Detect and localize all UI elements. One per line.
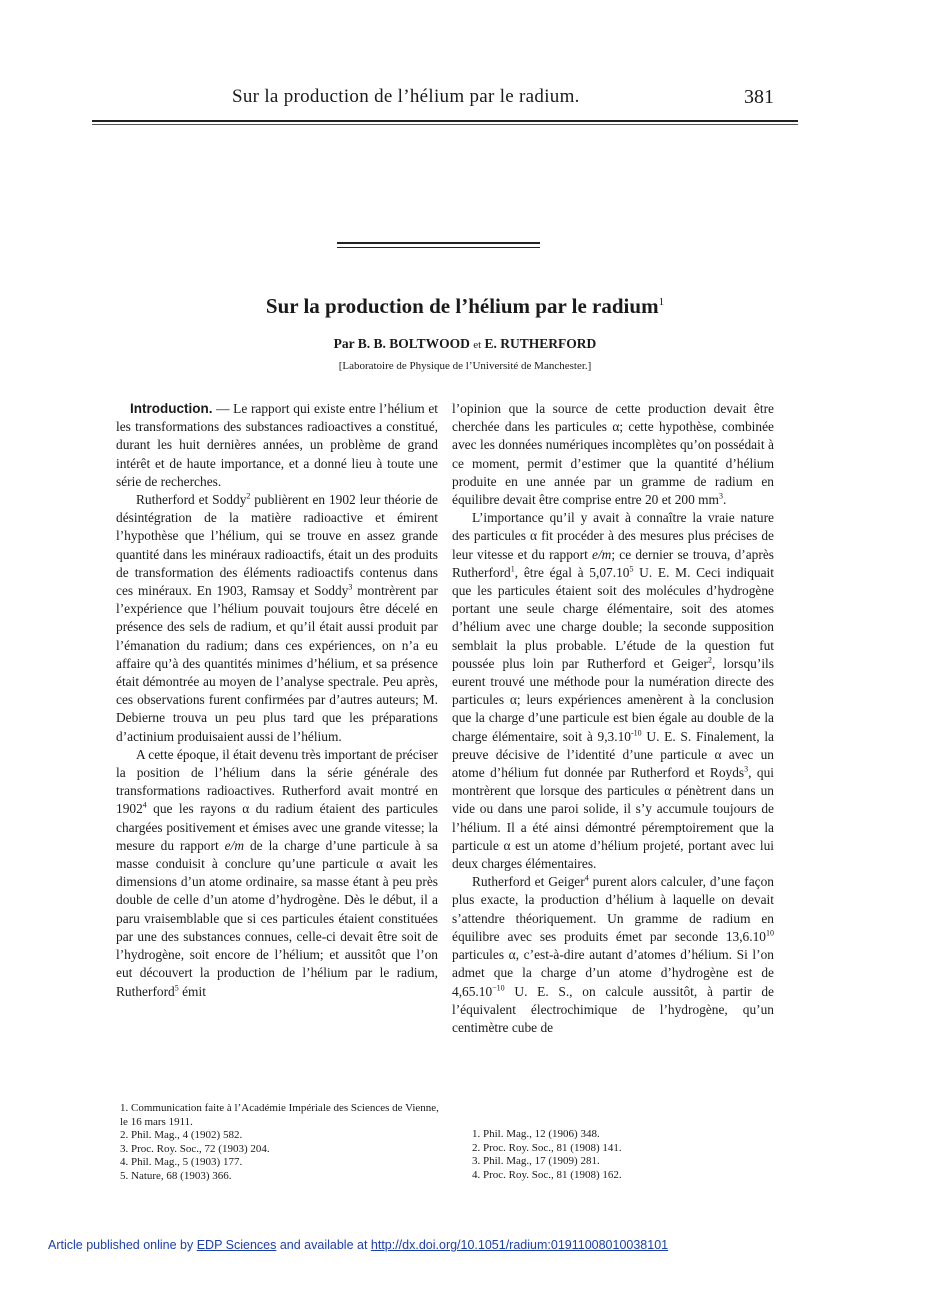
ornament-rule-bottom [337,247,540,248]
doi-link[interactable]: http://dx.doi.org/10.1051/radium:01911008010038101 [370,1238,669,1252]
paragraph-2: Rutherford et Soddy$^2$ publièrent en 1902 leur théorie de désintégration de la matière radioactive et émirent l’hypothèse que l’hélium, qui se trouve en assez grande quantité dans les minéraux radioactifs, était un des produits de transformation des éléments radioactifs contenus dans ces minéraux. En 1903, Ramsay et Soddy$^3$ montrèrent par l’expérience que l’hélium pouvait toujours être décelé en présence des sels de radium, et qu’il était aussi produit par l’émanation du radium; dans ces expériences, on n’a eu affaire qu’à des quantités minimes d’hélium, et sa présence était démontrée au moyen de l’analyse spectrale. Peu après, ces observations furent confirmées par d’autres auteurs; M. Debierne trouva un peu plus tard que les préparations d’actinium produisaient aussi de l’hélium. [116,491,438,744]
paragraph-5: Rutherford et Geiger$^4$ purent alors calculer, d’une façon plus exacte, la production d’hélium à laquelle on devait s’attendre théoriquement. Un gramme de radium en équilibre avec ses produits émet par seconde 13,6.10$^{10}$ particules α, c’est-à-dire autant d’atomes d’hélium. Si l’on admet que la charge d’un atome d’hydrogène est de 4,65.10$^{-10}$ U. E. S., on calcule aussitôt, à partir de l’équivalent électrochimique de l’hydrogène, qu’un centimètre cube de [452,873,775,1035]
footnote: 2. Proc. Roy. Soc., 81 (1908) 141. [472,1141,622,1154]
paragraph-4: L’importance qu’il y avait à connaître la vraie nature des particules α fit procéder à des mesures plus précises de leur vitesse et du rapport e/m; ce dernier se trouva, d’après Rutherford$^1$, être égal à 5,07.10$^5$ U. E. M. Ceci indiquait que les particules étaient soit des molécules d’hydrogène portant une seule charge élémentaire, soit des atomes d’hélium avec une charge double; la seconde supposition semblait la plus probable. L’étude de la question fut poussée plus loin par Rutherford et Geiger$^2$, lorsqu’ils eurent trouvé une méthode pour la numération directe des particules α; leurs expériences amenèrent à la conclusion que la charge d’une particule est bien égale au double de la charge élémentaire, soit à 9,3.10$^{-10}$ U. E. S. Finalement, la preuve décisive de l’identité d’une particule α avec un atome d’hélium fut donnée par Rutherford et Royds$^3$, qui montrèrent que lorsque des particules α pénètrent dans un vide ou dans une paroi solide, il s’y accumule toujours de l’hélium. Il a été ainsi démontré péremptoirement que la particule α est un atome d’hélium projeté, portant avec lui deux charges élémentaires. [452,510,774,872]
paragraph-continued: l’opinion que la source de cette production devait être cherchée dans les particules α; cette hypothèse, combinée avec les données numériques incomplètes qu’on possédait à ce moment, permit d’estimer que la quantité d’hélium produite en une année par un gramme de radium en équilibre devait être comprise entre 20 et 200 mm$^3$. [452,401,774,508]
page-number: 381 [744,86,774,108]
left-column [116,400,438,1001]
footnote: 1. Phil. Mag., 12 (1906) 348. [472,1128,600,1140]
header-rule [92,120,798,122]
publisher-link[interactable]: EDP Sciences [196,1238,277,1252]
footnote: 2. Phil. Mag., 4 (1902) 582. [120,1129,243,1142]
intro-heading: Introduction. [130,401,213,416]
footnote: 3. Phil. Mag., 17 (1909) 281. [472,1155,600,1168]
right-column [452,400,774,1037]
article-title: Sur la production de l’hélium par le radium$^1$ [265,294,665,318]
footnote: 4. Phil. Mag., 5 (1903) 177. [120,1156,243,1169]
footnotes-left [112,1102,444,1184]
paragraph-intro: Introduction. — Le rapport qui existe entre l’hélium et les transformations des substances radioactives a constitué, durant les huit dernières années, un problème de grand intérêt et de haute importance, et a donné lieu à toute une série de recherches. [116,401,438,489]
header-rule-thin [92,124,798,125]
footnote: 4. Proc. Roy. Soc., 81 (1908) 162. [472,1168,622,1181]
footnote: 1. Communication faite à l’Académie Impériale des Sciences de Vienne, le 16 mars 1911. [120,1102,439,1128]
title-footnote-mark: 1 [658,296,665,308]
paragraph-3: A cette époque, il était devenu très important de préciser la position de l’hélium dans la série générale des transformations radioactives. Rutherford avait montré en 1902$^4$ que les rayons α du radium étaient des particules chargées positivement et émises avec une grande vitesse; la mesure du rapport e/m de la charge d’une particule à sa masse conduisit à conclure qu’une particule α avait les dimensions d’un atome ordinaire, sa masse étant à peu près double de celle d’un atome d’hydrogène. Dès le début, il a paru vraisemblable que si ces particules étaient constituées par une des substances connues, celle-ci devait être soit de l’hydrogène, soit encore de l’hélium; et aussitôt que l’on eut découvert la production de l’hélium par le radium, Rutherford$^5$ émit [116,746,438,999]
running-title: Sur la production de l’hélium par le radium. [232,86,580,107]
footer-text: and available at [276,1238,371,1252]
footer-text: Article published online by [48,1238,197,1252]
footnote: 3. Proc. Roy. Soc., 72 (1903) 204. [120,1142,270,1155]
article-affiliation: [Laboratoire de Physique de l’Université de Manchester.] [338,360,592,372]
footnotes-right [472,1128,782,1182]
ornament-rule-top [337,242,540,244]
article-authors: Par B. B. BOLTWOOD et E. RUTHERFORD [333,336,597,351]
publication-footer [48,1238,668,1252]
footnote: 5. Nature, 68 (1903) 366. [120,1169,232,1182]
